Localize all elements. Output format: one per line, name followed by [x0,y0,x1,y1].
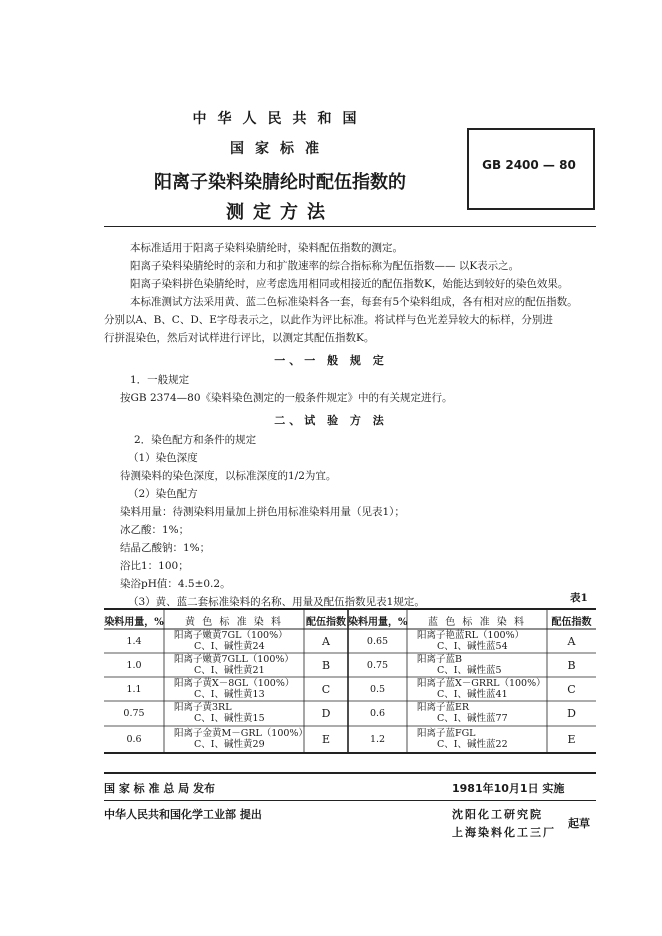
table-cell: C [567,683,576,696]
section-heading: 一、一 般 规 定 [274,354,388,367]
table-cell: C、I、碱性蓝41 [437,689,508,700]
proposer-text: 中华人民共和国化学工业部 提出 [104,808,262,821]
section-text: （1）染色深度 [128,452,198,464]
standard-code: GB 2400 — 80 [482,158,576,172]
section-text: 2．染色配方和条件的规定 [134,434,257,446]
section-text: 结晶乙酸钠：1%； [120,542,211,554]
table-cell: C、I、碱性黄15 [194,713,265,724]
table-cell: C、I、碱性蓝22 [437,739,508,750]
table-cell: C [321,683,331,696]
footer-middle-rule [104,800,596,801]
table-cell: 阳离子金黄M－GRL（100%） [174,728,308,739]
document-title-line2: 测定方法 [226,202,334,223]
table-cell: B [321,659,331,672]
header-rule [104,226,596,227]
table-cell: 1.0 [126,660,142,671]
intro-paragraph: 行拼混染色，然后对试样进行评比，以测定其配伍指数K。 [104,332,375,344]
intro-paragraph: 阳离子染料染腈纶时的亲和力和扩散速率的综合指标称为配伍指数—— 以K表示之。 [130,260,520,272]
table-cell: E [567,733,576,746]
table-cell: 1.2 [369,734,386,745]
table-header-cell: 染料用量，% [104,617,164,628]
section-text: 待测染料的染色深度，以标准深度的1/2为宜。 [120,470,337,482]
intro-paragraph: 阳离子染料拼色染腈纶时，应考虑选用相同或相接近的配伍指数K，始能达到较好的染色效果。 [130,278,569,290]
table-cell: 0.75 [123,708,145,719]
table-cell: 阳离子黄X－8GL（100%） [174,678,295,689]
table-header-cell: 配伍指数 [551,617,592,628]
section-text: 按GB 2374—80《染料染色测定的一般条件规定》中的有关规定进行。 [120,392,453,404]
drafter-factory: 上海染料化工三厂 [452,826,556,839]
footer-top-rule [104,772,596,774]
drafter-institute: 沈阳化工研究院 [452,808,543,821]
effective-date-text: 1981年10月1日 实施 [452,782,565,795]
section-text: 冰乙酸：1%； [120,524,190,536]
table-cell: D [321,707,331,720]
table-cell: C、I、碱性黄13 [194,689,265,700]
table-cell: 阳离子艳蓝RL（100%） [417,630,525,641]
document-title-line1: 阳离子染料染腈纶时配伍指数的 [154,172,406,193]
section-text: 1．一般规定 [130,374,190,386]
draft-label: 起草 [568,817,590,830]
table-cell: 0.75 [366,660,389,671]
table-cell: C、I、碱性蓝77 [437,713,508,724]
section-text: 浴比1：100； [120,560,189,572]
table-header-cell: 染料用量，% [348,617,408,628]
section-heading: 二、试 验 方 法 [274,414,388,427]
table-cell: 1.4 [126,636,142,647]
table-cell: 0.6 [126,734,142,745]
table-cell: 0.5 [369,684,386,695]
table-cell: E [321,733,331,746]
table-cell: D [567,707,576,720]
standard-type-heading: 国家标准 [230,141,330,157]
table-cell: 0.65 [366,636,389,647]
table-header-cell: 黄 色 标 准 染 料 [185,617,283,628]
section-text: （3）黄、蓝二套标准染料的名称、用量及配伍指数见表1规定。 [128,596,425,608]
intro-paragraph: 本标准适用于阳离子染料染腈纶时，染料配伍指数的测定。 [130,242,403,254]
table-cell: 阳离子嫩黄7GL（100%） [174,630,288,641]
table-cell: C、I、碱性蓝54 [437,641,508,652]
table-cell: A [567,635,576,648]
intro-paragraph: 本标准测试方法采用黄、蓝二色标准染料各一套，每套有5个染料组成，各有相对应的配伍指数。 [130,296,578,308]
table-cell: 0.6 [369,708,386,719]
table-cell: 1.1 [126,684,142,695]
table-cell: A [322,635,330,648]
section-text: 染料用量：待测染料用量加上拼色用标准染料用量（见表1）； [120,506,405,518]
dye-table [104,608,596,754]
issuer-text: 国 家 标 准 总 局 发布 [104,782,215,795]
table-cell: 阳离子黄3RL [174,702,232,713]
intro-paragraph: 分别以A、B、C、D、E字母表示之，以此作为评比标准。将试样与色光差异较大的标样，分别进 [104,314,553,326]
table-cell: C、I、碱性蓝5 [437,665,502,676]
table-cell: C、I、碱性黄29 [194,739,265,750]
table-cell: B [567,659,576,672]
table-caption: 表1 [570,592,588,604]
section-text: （2）染色配方 [128,488,198,500]
table-cell: 阳离子蓝FGL [417,728,476,739]
table-header-cell: 蓝 色 标 准 染 料 [428,617,526,628]
table-header-cell: 配伍指数 [306,617,346,628]
table-cell: C、I、碱性黄24 [194,641,265,652]
table-cell: 阳离子蓝X－GRRL（100%） [417,678,546,689]
table-cell: 阳离子蓝ER [417,702,470,713]
country-heading: 中华人民共和国 [192,111,368,127]
table-cell: 阳离子蓝B [417,654,462,665]
section-text: 染浴pH值：4.5±0.2。 [120,578,231,590]
table-cell: 阳离子嫩黄7GLL（100%） [174,654,294,665]
table-cell: C、I、碱性黄21 [194,665,265,676]
